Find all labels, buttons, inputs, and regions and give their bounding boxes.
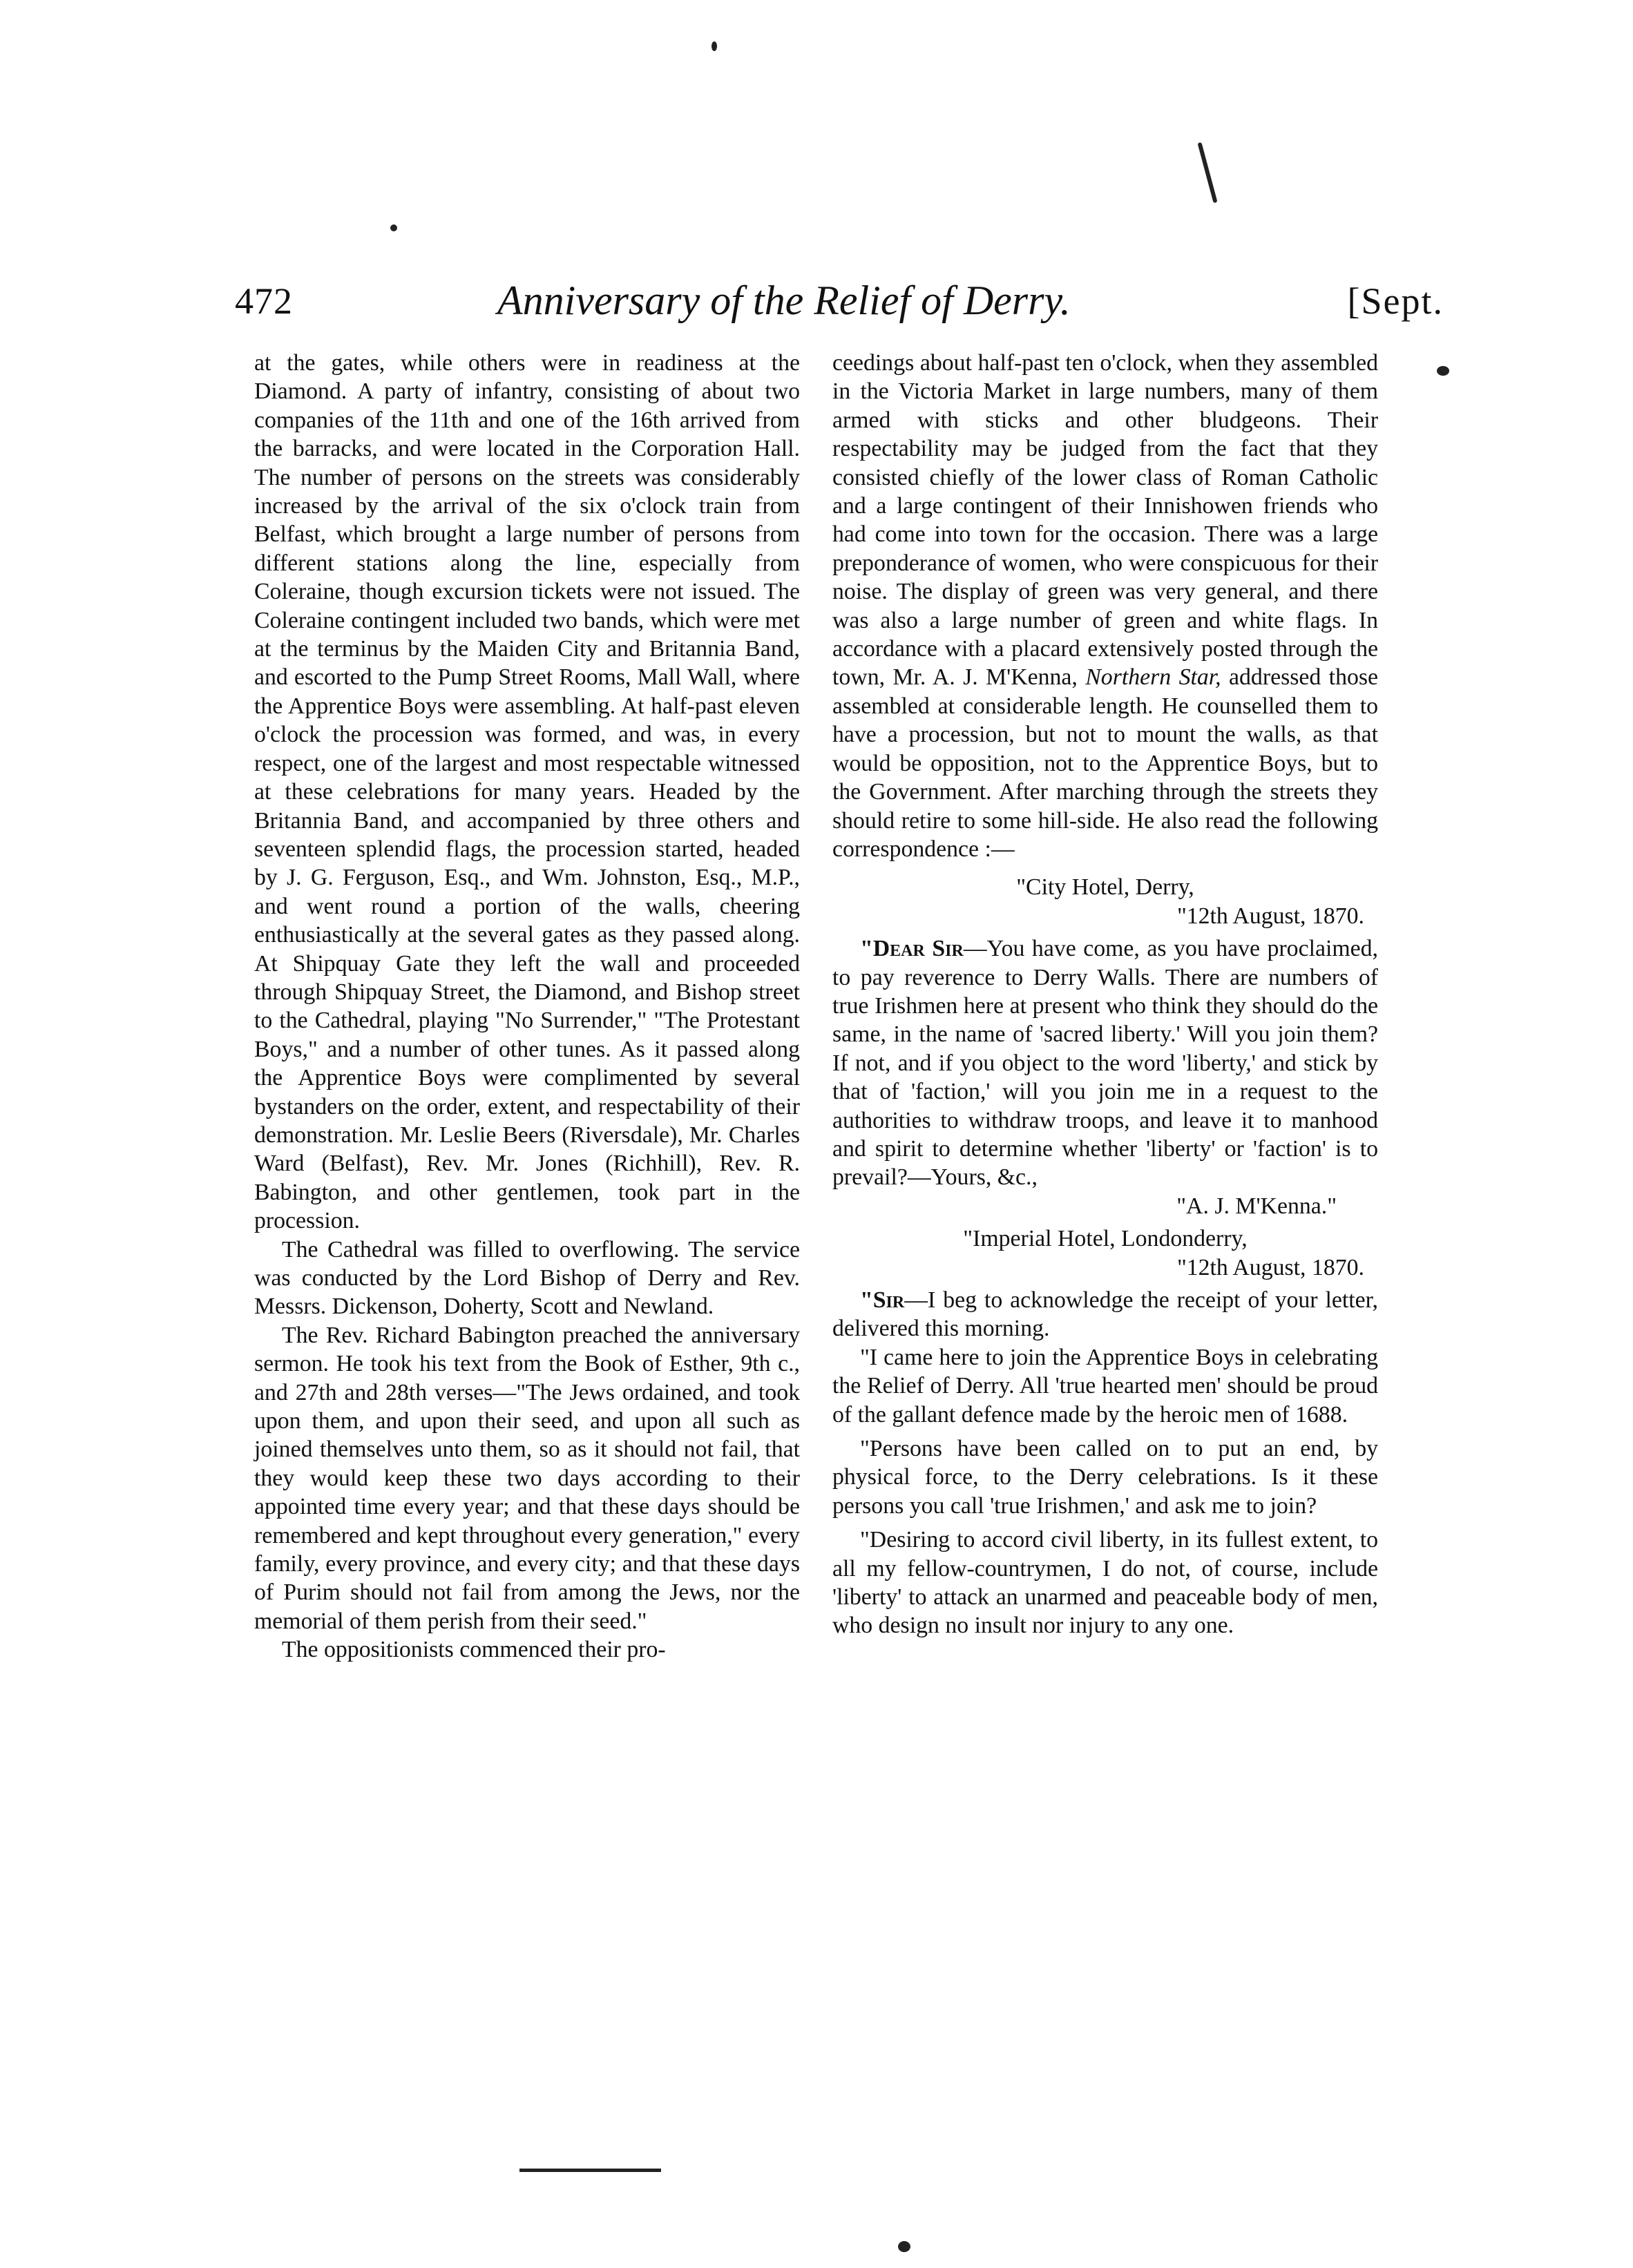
- paragraph: The oppositionists commenced their pro-: [282, 1637, 666, 1663]
- letter-date: "12th August, 1870.: [1176, 1254, 1364, 1280]
- letter-date: "12th August, 1870.: [1176, 903, 1364, 929]
- letter-body: [832, 934, 1378, 1192]
- paragraph: at the gates, while others were in readiness at the Diamond. A party of infantry, consisting of about two companies of the 11th and one of the 16th arrived from the barracks, and were located in the Corporation Hall. The number of persons on the streets was considerably increased by the arrival of the six o'clock train from Belfast, which brought a large number of persons from different stations along the line, especially from Coleraine, though excursion tickets were not issued. The Coleraine contingent included two bands, which were met at the terminus by the Maiden City and Britannia Band, and escorted to the Pump Street Rooms, Mall Wall, where the Apprentice Boys were assembling. At half-past eleven o'clock the procession was formed, and was, in every respect, one of the largest and most respectable witnessed at these celebrations for many years. Headed by the Britannia Band, and accompanied by three others and seventeen splendid flags, the procession started, headed by J. G. Ferguson, Esq., and Wm. Johnston, Esq., M.P., and went round a portion of the walls, cheering enthusiastically at the several gates as they passed along. At Shipquay Gate they left the wall and proceeded through Shipquay Street, the Diamond, and Bishop street to the Cathedral, playing "No Surrender," "The Protestant Boys," and a number of other tunes. As it passed along the Apprentice Boys were complimented by several bystanders on the order, extent, and respectability of their demonstration. Mr. Leslie Beers (Riversdale), Mr. Charles Ward (Belfast), Rev. Mr. Jones (Richhill), Rev. R. Babington, and other gentlemen, took part in the procession.: [254, 350, 800, 1234]
- letter-body: [832, 1286, 1378, 1343]
- scan-speck: [712, 41, 717, 51]
- letter-address: "City Hotel, Derry,: [1016, 874, 1194, 901]
- salutation: "Sir: [860, 1287, 905, 1313]
- paragraph: "Desiring to accord civil liberty, in its fullest extent, to all my fellow-countrymen, I do not, of course, include 'liberty' to attack an unarmed and peaceable body of men, who design no insult nor injury to any one.: [832, 1527, 1378, 1639]
- section-mark: [Sept.: [1347, 280, 1444, 322]
- scan-speck: [1437, 366, 1449, 376]
- paragraph: "I came here to join the Apprentice Boys in celebrating the Relief of Derry. All 'true hearted men' should be proud of the gallant defence made by the heroic men of 1688.: [832, 1344, 1378, 1428]
- salutation: "Dear Sir: [860, 936, 964, 962]
- paragraph: The Rev. Richard Babington preached the anniversary sermon. He took his text from the Book of Esther, 9th c., and 27th and 28th verses—"The Jews ordained, and took upon them, and upon their seed, and upon all such as joined themselves unto them, so as it should not fail, that they would keep these two days according to their appointed time every year; and that these days should be remembered and kept throughout every generation," every family, every province, and every city; and that these days of Purim should not fail from among the Jews, nor the memorial of them perish from their seed.": [254, 1322, 800, 1634]
- text-run: ceedings about half-past ten o'clock, when they assembled in the Victoria Market in large numbers, many of them armed with sticks and other bludgeons. Their respectability may be judged from the fact that they consisted chiefly of the lower class of Roman Catholic and a large contingent of their Innishowen friends who had come into town for the occasion. There was a large preponderance of women, who were conspicuous for their noise. The display of green was very general, and there was also a large number of green and white flags. In accordance with a placard extensively posted through the town, Mr. A. J. M'Kenna,: [832, 350, 1378, 691]
- letter-signature: "A. J. M'Kenna.": [1176, 1193, 1337, 1219]
- text-run: —I beg to acknowledge the receipt of your letter, delivered this morning.: [832, 1287, 1378, 1342]
- left-column: [254, 349, 800, 1664]
- scan-speck: [390, 224, 397, 231]
- paragraph: [832, 349, 1378, 863]
- paragraph: The Cathedral was filled to overflowing. The service was conducted by the Lord Bishop of Derry and Rev. Messrs. Dickenson, Doherty, Scott and Newland.: [254, 1236, 800, 1320]
- scan-speck: [1197, 142, 1217, 203]
- newspaper-name: Northern Star,: [1085, 664, 1221, 691]
- running-title: Anniversary of the Relief of Derry.: [497, 278, 1071, 323]
- text-run: —You have come, as you have proclaimed, to pay reverence to Derry Walls. There are numbers of true Irishmen here at present who think they should do the same, in the name of 'sacred liberty.' Will you join them? If not, and if you object to the word 'liberty,' and stick by that of 'faction,' will you join me in a request to the authorities to withdraw troops, and leave it to manhood and spirit to determine whether 'liberty' or 'faction' is to prevail?—Yours, &c.,: [832, 936, 1378, 1191]
- end-rule: [519, 2169, 661, 2172]
- letter-address: "Imperial Hotel, Londonderry,: [963, 1226, 1248, 1252]
- page-number: 472: [235, 280, 293, 322]
- right-column: [832, 349, 1378, 1640]
- text-run: addressed those assembled at considerable length. He counselled them to have a procession, but not to mount the walls, as that would be opposition, not to the Apprentice Boys, but to the Government. After marching through the streets they should retire to some hill-side. He also read the following correspondence :—: [832, 664, 1379, 862]
- scan-speck: [898, 2241, 910, 2252]
- running-header: [235, 280, 1444, 335]
- paragraph: "Persons have been called on to put an end, by physical force, to the Derry celebrations. Is it these persons you call 'true Irishmen,' and ask me to join?: [832, 1436, 1378, 1519]
